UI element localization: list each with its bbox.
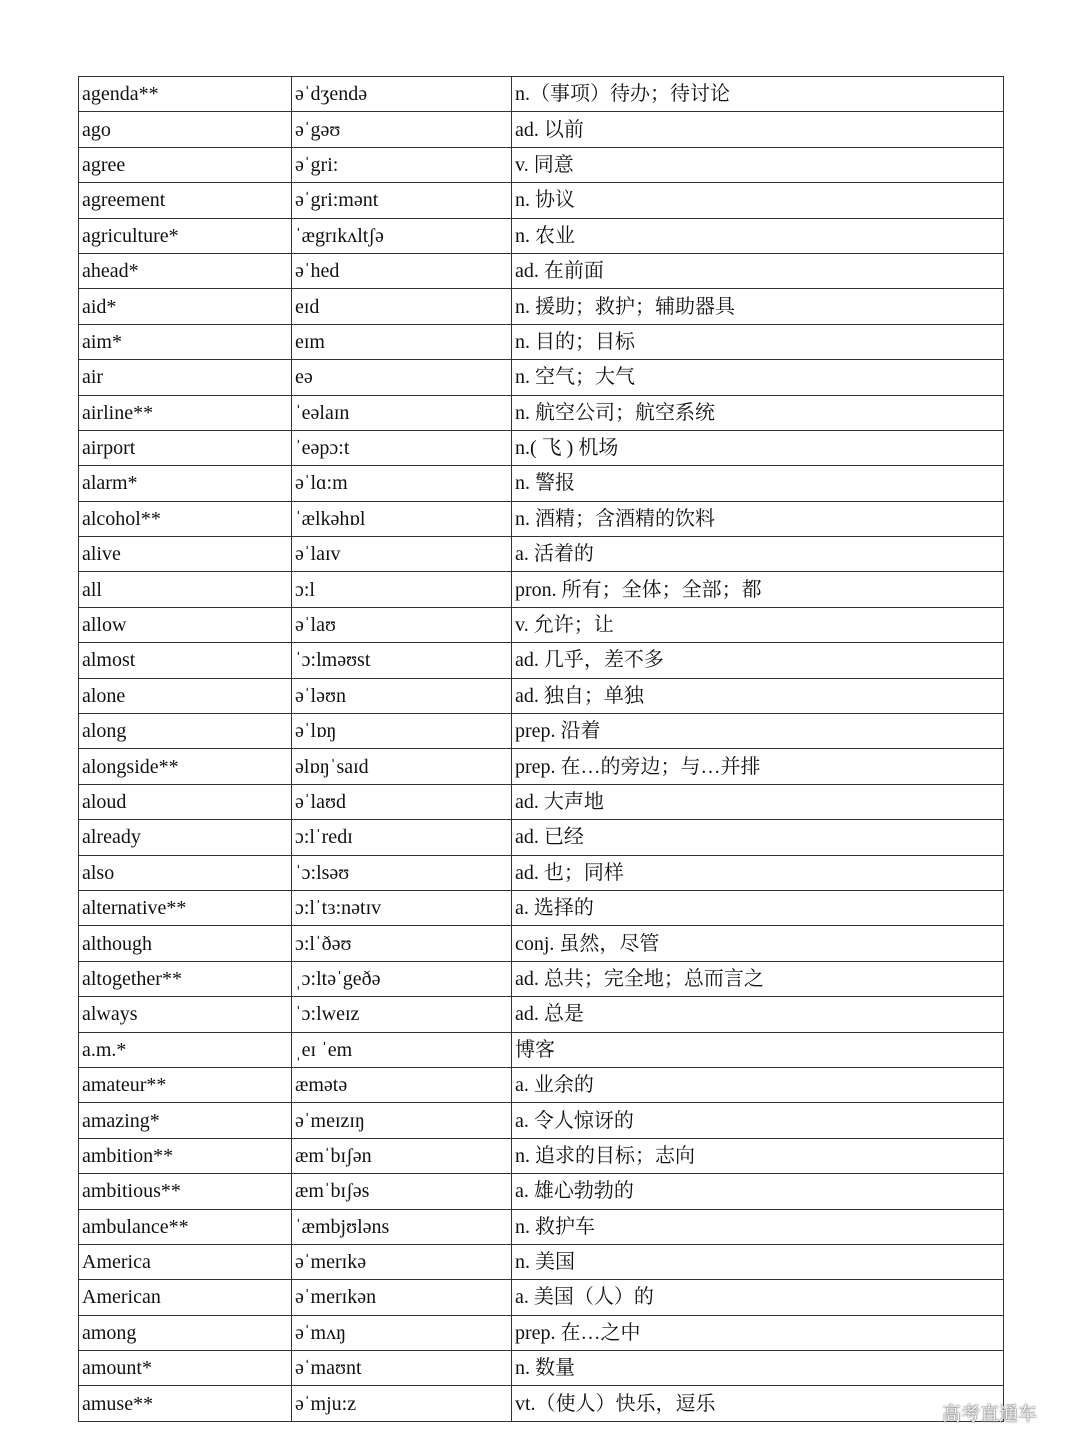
meaning-cell: a. 选择的 (512, 890, 1004, 925)
word-cell: amount* (79, 1351, 292, 1386)
watermark: 高考直通车 (942, 1403, 1038, 1425)
table-row (79, 749, 1004, 784)
table-row (79, 997, 1004, 1032)
phonetic-cell: ˈægrɪkʌltʃə (292, 218, 512, 253)
phonetic-cell: ˈɔ:lweɪz (292, 997, 512, 1032)
table-row (79, 678, 1004, 713)
table-row (79, 961, 1004, 996)
word-cell: also (79, 855, 292, 890)
table-row (79, 1103, 1004, 1138)
meaning-cell: conj. 虽然，尽管 (512, 926, 1004, 961)
meaning-cell: ad. 大声地 (512, 784, 1004, 819)
word-cell: airport (79, 430, 292, 465)
meaning-cell: 博客 (512, 1032, 1004, 1067)
table-row (79, 1280, 1004, 1315)
meaning-cell: ad. 以前 (512, 112, 1004, 147)
phonetic-cell: əˈmʌŋ (292, 1315, 512, 1350)
phonetic-cell: əˈmeɪzɪŋ (292, 1103, 512, 1138)
word-cell: ambition** (79, 1138, 292, 1173)
phonetic-cell: əˈgəʊ (292, 112, 512, 147)
table-row (79, 1351, 1004, 1386)
phonetic-cell: ˈæmbjʊləns (292, 1209, 512, 1244)
word-cell: agreement (79, 183, 292, 218)
table-row (79, 324, 1004, 359)
word-cell: ambitious** (79, 1174, 292, 1209)
phonetic-cell: əˈgri: (292, 147, 512, 182)
word-cell: ambulance** (79, 1209, 292, 1244)
table-row (79, 1032, 1004, 1067)
word-cell: aim* (79, 324, 292, 359)
meaning-cell: n. 协议 (512, 183, 1004, 218)
word-cell: always (79, 997, 292, 1032)
word-cell: alongside** (79, 749, 292, 784)
table-row (79, 183, 1004, 218)
word-cell: all (79, 572, 292, 607)
meaning-cell: ad. 在前面 (512, 253, 1004, 288)
table-row (79, 607, 1004, 642)
phonetic-cell: ɔ:lˈredɪ (292, 820, 512, 855)
table-row (79, 1386, 1004, 1421)
table-row (79, 820, 1004, 855)
phonetic-cell: æmətə (292, 1067, 512, 1102)
phonetic-cell: ˈeəpɔ:t (292, 430, 512, 465)
phonetic-cell: əˈlɒŋ (292, 714, 512, 749)
table-row (79, 926, 1004, 961)
phonetic-cell: əˈmaʊnt (292, 1351, 512, 1386)
meaning-cell: n. 目的；目标 (512, 324, 1004, 359)
phonetic-cell: ˈælkəhɒl (292, 501, 512, 536)
meaning-cell: vt.（使人）快乐，逗乐 (512, 1386, 1004, 1421)
word-cell: along (79, 714, 292, 749)
phonetic-cell: ˈɔ:lsəʊ (292, 855, 512, 890)
word-cell: aid* (79, 289, 292, 324)
phonetic-cell: əˈmju:z (292, 1386, 512, 1421)
phonetic-cell: ˈeəlaɪn (292, 395, 512, 430)
word-cell: agree (79, 147, 292, 182)
meaning-cell: prep. 在…之中 (512, 1315, 1004, 1350)
word-cell: alarm* (79, 466, 292, 501)
word-cell: America (79, 1244, 292, 1279)
meaning-cell: n.( 飞 ) 机场 (512, 430, 1004, 465)
phonetic-cell: əˈlaʊd (292, 784, 512, 819)
table-row (79, 430, 1004, 465)
phonetic-cell: ˌeɪ ˈem (292, 1032, 512, 1067)
meaning-cell: n.（事项）待办；待讨论 (512, 77, 1004, 112)
meaning-cell: a. 令人惊讶的 (512, 1103, 1004, 1138)
word-cell: amateur** (79, 1067, 292, 1102)
table-row (79, 289, 1004, 324)
phonetic-cell: æmˈbɪʃən (292, 1138, 512, 1173)
word-cell: although (79, 926, 292, 961)
meaning-cell: a. 业余的 (512, 1067, 1004, 1102)
table-row (79, 537, 1004, 572)
phonetic-cell: əˈmerɪkə (292, 1244, 512, 1279)
word-cell: almost (79, 643, 292, 678)
meaning-cell: ad. 也；同样 (512, 855, 1004, 890)
meaning-cell: a. 活着的 (512, 537, 1004, 572)
table-row (79, 147, 1004, 182)
word-cell: airline** (79, 395, 292, 430)
phonetic-cell: ˈɔ:lməʊst (292, 643, 512, 678)
phonetic-cell: ɔ:lˈtɜ:nətɪv (292, 890, 512, 925)
phonetic-cell: əˈləʊn (292, 678, 512, 713)
word-cell: alternative** (79, 890, 292, 925)
word-cell: already (79, 820, 292, 855)
table-row (79, 466, 1004, 501)
table-row (79, 643, 1004, 678)
meaning-cell: v. 允许；让 (512, 607, 1004, 642)
table-row (79, 1067, 1004, 1102)
table-row (79, 1209, 1004, 1244)
meaning-cell: n. 美国 (512, 1244, 1004, 1279)
word-cell: aloud (79, 784, 292, 819)
phonetic-cell: ˌɔ:ltəˈgeðə (292, 961, 512, 996)
meaning-cell: n. 警报 (512, 466, 1004, 501)
phonetic-cell: əˈhed (292, 253, 512, 288)
meaning-cell: ad. 独自；单独 (512, 678, 1004, 713)
word-cell: alive (79, 537, 292, 572)
meaning-cell: pron. 所有；全体；全部；都 (512, 572, 1004, 607)
table-row (79, 714, 1004, 749)
phonetic-cell: æmˈbɪʃəs (292, 1174, 512, 1209)
meaning-cell: a. 雄心勃勃的 (512, 1174, 1004, 1209)
phonetic-cell: əˈlaɪv (292, 537, 512, 572)
phonetic-cell: əˈmerɪkən (292, 1280, 512, 1315)
table-row (79, 1315, 1004, 1350)
meaning-cell: ad. 总是 (512, 997, 1004, 1032)
meaning-cell: ad. 总共；完全地；总而言之 (512, 961, 1004, 996)
phonetic-cell: əˈlaʊ (292, 607, 512, 642)
table-row (79, 855, 1004, 890)
phonetic-cell: əlɒŋˈsaɪd (292, 749, 512, 784)
word-cell: ahead* (79, 253, 292, 288)
meaning-cell: n. 数量 (512, 1351, 1004, 1386)
meaning-cell: n. 追求的目标；志向 (512, 1138, 1004, 1173)
meaning-cell: prep. 在…的旁边；与…并排 (512, 749, 1004, 784)
table-row (79, 253, 1004, 288)
word-cell: agriculture* (79, 218, 292, 253)
word-cell: American (79, 1280, 292, 1315)
phonetic-cell: eɪd (292, 289, 512, 324)
table-row (79, 501, 1004, 536)
phonetic-cell: ɔ:l (292, 572, 512, 607)
phonetic-cell: əˈgri:mənt (292, 183, 512, 218)
table-row (79, 1244, 1004, 1279)
meaning-cell: n. 酒精；含酒精的饮料 (512, 501, 1004, 536)
table-row (79, 218, 1004, 253)
meaning-cell: n. 农业 (512, 218, 1004, 253)
meaning-cell: prep. 沿着 (512, 714, 1004, 749)
phonetic-cell: eə (292, 360, 512, 395)
table-row (79, 1138, 1004, 1173)
meaning-cell: n. 航空公司；航空系统 (512, 395, 1004, 430)
phonetic-cell: eɪm (292, 324, 512, 359)
meaning-cell: n. 援助；救护；辅助器具 (512, 289, 1004, 324)
word-cell: alcohol** (79, 501, 292, 536)
table-row (79, 112, 1004, 147)
meaning-cell: ad. 几乎，差不多 (512, 643, 1004, 678)
meaning-cell: n. 救护车 (512, 1209, 1004, 1244)
phonetic-cell: əˈdʒendə (292, 77, 512, 112)
table-row (79, 784, 1004, 819)
table-row (79, 572, 1004, 607)
phonetic-cell: əˈlɑ:m (292, 466, 512, 501)
word-cell: agenda** (79, 77, 292, 112)
meaning-cell: a. 美国（人）的 (512, 1280, 1004, 1315)
word-cell: alone (79, 678, 292, 713)
table-row (79, 77, 1004, 112)
vocabulary-table (78, 76, 1004, 1422)
table-row (79, 360, 1004, 395)
table-row (79, 890, 1004, 925)
table-row (79, 395, 1004, 430)
table-row (79, 1174, 1004, 1209)
word-cell: amazing* (79, 1103, 292, 1138)
word-cell: amuse** (79, 1386, 292, 1421)
meaning-cell: v. 同意 (512, 147, 1004, 182)
word-cell: among (79, 1315, 292, 1350)
meaning-cell: ad. 已经 (512, 820, 1004, 855)
word-cell: altogether** (79, 961, 292, 996)
meaning-cell: n. 空气；大气 (512, 360, 1004, 395)
word-cell: a.m.* (79, 1032, 292, 1067)
word-cell: air (79, 360, 292, 395)
word-cell: ago (79, 112, 292, 147)
phonetic-cell: ɔ:lˈðəʊ (292, 926, 512, 961)
word-cell: allow (79, 607, 292, 642)
